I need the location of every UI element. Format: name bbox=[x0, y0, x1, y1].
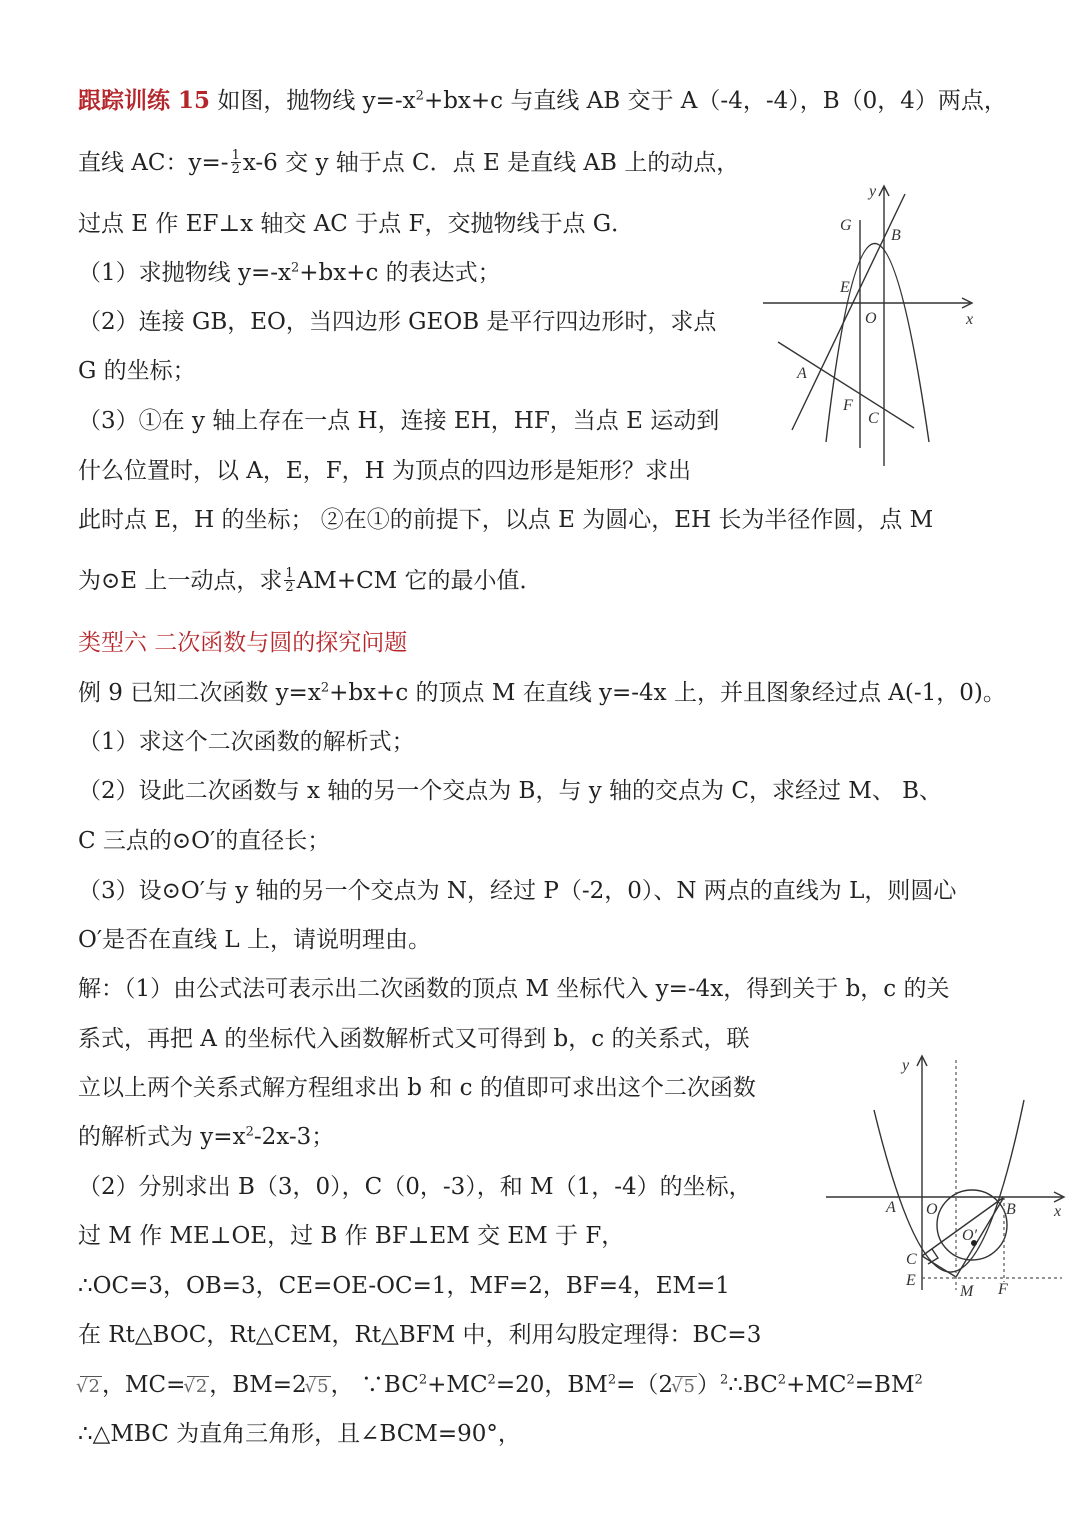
label-g: G bbox=[840, 217, 852, 234]
sqrt: √ 2 bbox=[80, 1376, 102, 1397]
solution-line1: 解：（1）由公式法可表示出二次函数的顶点 M 坐标代入 y=-4x，得到关于 b，c 的关 bbox=[78, 976, 950, 1002]
label-y: y bbox=[869, 183, 877, 200]
solution-line8: 在 Rt△BOC，Rt△CEM，Rt△BFM 中，利用勾股定理得：BC=3 bbox=[78, 1322, 762, 1348]
example9-line2: （1）求这个二次函数的解析式； bbox=[78, 729, 415, 755]
problem1-line1: 跟踪训练 15 如图，抛物线 $y=-x^2+bx+c$ 与直线 AB 交于 A（-4，-4），B（0，4）两点， bbox=[78, 87, 1007, 114]
sqrt: √ 5 bbox=[675, 1376, 697, 1397]
segment-cm bbox=[922, 1256, 956, 1277]
parabola-curve bbox=[874, 1100, 1024, 1272]
solution-line9: √ 2，MC=√ 2，BM=2√ 5， $\because BC^2+MC^2=20$，$BM^2=(2√$ $5)^2\therefore BC^2+MC^2=BM^2$ bbox=[78, 1370, 923, 1400]
label-f: F bbox=[998, 1281, 1008, 1298]
problem1-line6: G 的坐标； bbox=[78, 358, 196, 384]
label-y: y bbox=[902, 1057, 910, 1074]
problem1-line10: 为⊙E 上一动点，求 $\frac{1}{2}$ AM+CM 它的最小值． bbox=[78, 565, 543, 595]
example9-line1: 例 9 已知二次函数 $y=x^2+bx+c$ 的顶点 M 在直线 y=-4x 上，并且图象经过点 A(-1，0)。 bbox=[78, 680, 1006, 706]
figure1-parabola-diagram bbox=[758, 180, 988, 472]
fraction: $\frac{1}{2}$ bbox=[231, 147, 240, 177]
problem1-line9: 此时点 E，H 的坐标； ②在①的前提下，以点 E 为圆心，EH 长为半径作圆，点 M bbox=[78, 507, 934, 533]
problem1-title: 跟踪训练 15 bbox=[78, 87, 211, 114]
example9-line6: O′是否在直线 L 上，请说明理由。 bbox=[78, 927, 431, 953]
problem1-line8: 什么位置时，以 A，E，F，H 为顶点的四边形是矩形？求出 bbox=[78, 458, 692, 484]
label-c: C bbox=[868, 410, 879, 427]
label-e: E bbox=[840, 279, 850, 296]
example9-line4: C 三点的⊙O′的直径长； bbox=[78, 828, 331, 854]
label-f: F bbox=[843, 397, 853, 414]
label-c: C bbox=[906, 1251, 917, 1268]
label-a: A bbox=[797, 365, 807, 382]
solution-line3: 立以上两个关系式解方程组求出 b 和 c 的值即可求出这个二次函数 bbox=[78, 1075, 756, 1101]
section-title: 类型六 二次函数与圆的探究问题 bbox=[78, 630, 408, 656]
solution-line6: 过 M 作 ME⊥OE，过 B 作 BF⊥EM 交 EM 于 F， bbox=[78, 1223, 625, 1249]
label-b: B bbox=[891, 227, 901, 244]
fraction: $\frac{1}{2}$ bbox=[285, 565, 294, 595]
problem1-line7: （3）①在 y 轴上存在一点 H，连接 EH，HF，当点 E 运动到 bbox=[78, 408, 720, 434]
label-b: B bbox=[1006, 1201, 1016, 1218]
solution-line4: 的解析式为 $y=x^2-2x-3$； bbox=[78, 1124, 335, 1150]
label-x: x bbox=[966, 311, 974, 328]
example9-line3: （2）设此二次函数与 x 轴的另一个交点为 B，与 y 轴的交点为 C，求经过 M、 B、 bbox=[78, 778, 943, 804]
problem1-line5: （2）连接 GB，EO，当四边形 GEOB 是平行四边形时，求点 bbox=[78, 309, 717, 335]
solution-line5: （2）分别求出 B（3，0），C（0，-3），和 M（1，-4）的坐标， bbox=[78, 1174, 752, 1200]
problem1-line4: （1）求抛物线 $y=-x^2+bx+c$ 的表达式； bbox=[78, 260, 501, 286]
problem1-line2: 直线 AC：y=- $\frac{1}{2}$ x-6 交 y 轴于点 C．点 E 是直线 AB 上的动点， bbox=[78, 147, 740, 177]
label-e: E bbox=[906, 1272, 916, 1289]
solution-line10: ∴△MBC 为直角三角形，且∠BCM=90°， bbox=[78, 1421, 521, 1447]
figure2-circle-diagram bbox=[822, 1050, 1072, 1300]
label-o: O bbox=[865, 310, 877, 327]
label-o: O bbox=[926, 1201, 938, 1218]
label-m: M bbox=[960, 1283, 974, 1300]
solution-line2: 系式，再把 A 的坐标代入函数解析式又可得到 b，c 的关系式，联 bbox=[78, 1026, 750, 1052]
label-a: A bbox=[886, 1199, 896, 1216]
example9-line5: （3）设⊙O′与 y 轴的另一个交点为 N，经过 P（-2，0）、N 两点的直线为 L，则圆心 bbox=[78, 878, 957, 904]
solution-line7: ∴OC=3，OB=3，CE=OE-OC=1，MF=2，BF=4，EM=1 bbox=[78, 1273, 730, 1299]
sqrt: √ 2 bbox=[187, 1376, 209, 1397]
label-x: x bbox=[1054, 1203, 1062, 1220]
label-o-prime: O′ bbox=[962, 1227, 978, 1244]
sqrt: √ 5 bbox=[309, 1376, 331, 1397]
problem1-line3: 过点 E 作 EF⊥x 轴交 AC 于点 F，交抛物线于点 G． bbox=[78, 211, 635, 237]
